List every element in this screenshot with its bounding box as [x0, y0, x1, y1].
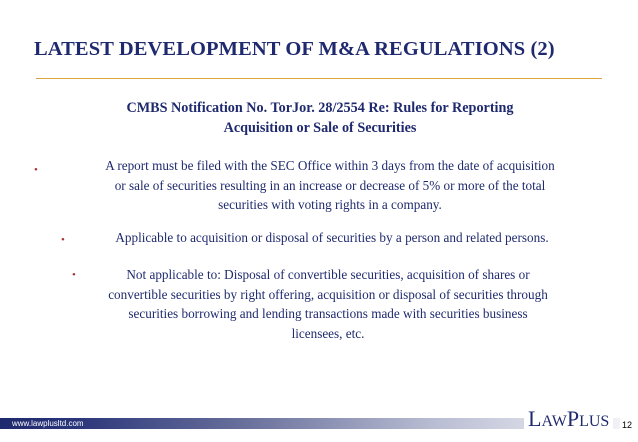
bullet-item-2	[82, 228, 582, 248]
slide-title: LATEST DEVELOPMENT OF M&A REGULATIONS (2)	[34, 38, 555, 60]
logo-letter-l: L	[528, 406, 542, 431]
bullet-3-line-1: Not applicable to: Disposal of convertible securities, acquisition of shares or	[126, 267, 530, 282]
lawplus-logo	[524, 407, 613, 434]
bullet-3-line-2: convertible securities by right offering, acquisition or disposal of securities through	[108, 286, 548, 302]
page-number: 12	[622, 420, 633, 430]
logo-letters-aw: AW	[541, 413, 567, 430]
bullet-item-1	[70, 156, 590, 215]
notification-heading	[40, 98, 600, 138]
bullet-1-line-3: securities with voting rights in a company.	[218, 197, 442, 212]
title-divider	[36, 78, 602, 79]
notification-heading-line-2: Acquisition or Sale of Securities	[223, 120, 417, 136]
notification-heading-line-1: CMBS Notification No. TorJor. 28/2554 Re: Rules for Reporting	[126, 100, 514, 116]
bullet-3-line-4: licensees, etc.	[291, 325, 365, 341]
bullet-marker-3: •	[72, 269, 76, 281]
bullet-3-line-3: securities borrowing and lending transactions made with securities business	[128, 306, 528, 321]
logo-letter-p: P	[566, 406, 580, 431]
bullet-2-line-1: Applicable to acquisition or disposal of securities by a person and related persons.	[115, 230, 549, 245]
bullet-marker-2: •	[61, 234, 65, 246]
bullet-item-3	[78, 265, 578, 343]
bullet-marker-1: •	[34, 164, 38, 176]
footer-website-link[interactable]: www.lawplusltd.com	[12, 419, 84, 428]
logo-letters-lus: LUS	[579, 413, 610, 430]
bullet-1-line-1: A report must be filed with the SEC Office within 3 days from the date of acquisition	[105, 158, 555, 173]
bullet-1-line-2: or sale of securities resulting in an increase or decrease of 5% or more of the total	[114, 177, 546, 193]
